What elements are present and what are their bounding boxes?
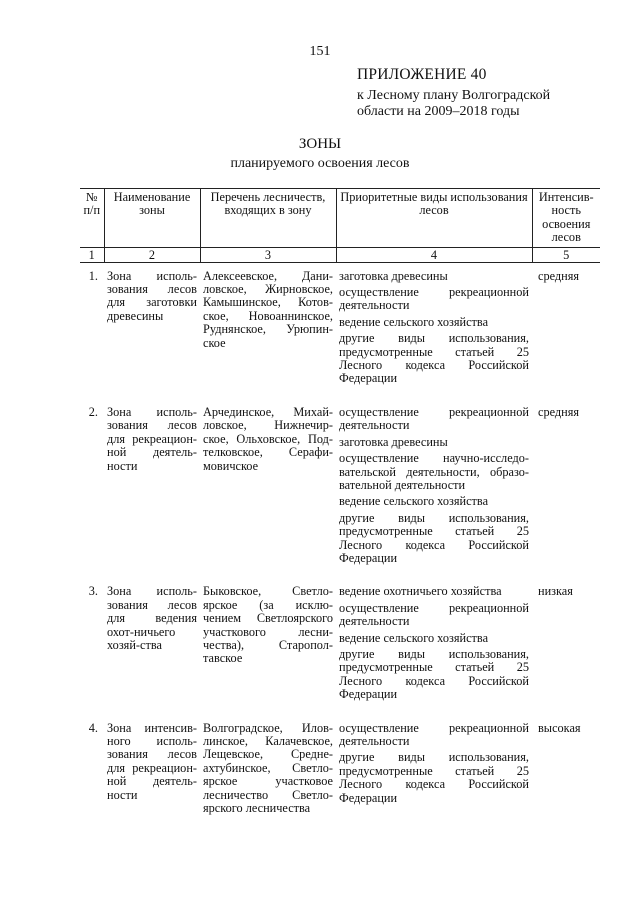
table-row xyxy=(80,585,600,701)
use-item: другие виды использования, предусмотренные статьей 25 Лесного кодекса Российской Федерации xyxy=(339,510,529,565)
use-item: осуществление рекреационной деятельности xyxy=(339,600,529,629)
uses-list xyxy=(336,406,532,565)
use-item: ведение охотничьего хозяйства xyxy=(339,584,502,599)
appendix-subtitle: к Лесному плану Волгоградской области на 2009–2018 годы xyxy=(357,88,551,119)
use-item: заготовка древесины xyxy=(339,268,448,283)
column-number: 5 xyxy=(532,247,600,262)
column-number: 3 xyxy=(200,247,336,262)
header-cell: Наименование зоны xyxy=(104,189,200,248)
forestries-list: Алексеевское, Дани-ловское, Жирновское, Камышинское, Котов-ское, Новоаннинское, Руднянское, Урюпин-ское xyxy=(203,268,333,350)
use-item: осуществление рекреационной деятельности xyxy=(339,720,529,748)
use-item: осуществление рекреационной деятельности xyxy=(339,404,529,433)
zone-name: Зона исполь-зования лесов для заготовки древесины xyxy=(107,268,197,323)
use-item: другие виды использования, предусмотренные статьей 25 Лесного кодекса Российской Федерации xyxy=(339,646,529,702)
page-number: 151 xyxy=(309,44,331,59)
use-item: ведение сельского хозяйства xyxy=(339,630,489,645)
column-number-row xyxy=(80,247,600,262)
intensity: средняя xyxy=(538,404,580,419)
use-item: ведение сельского хозяйства xyxy=(339,314,489,329)
row-number: 2. xyxy=(88,404,98,419)
use-item: осуществление научно-исследо-вательской деятельности, образо-вательной деятельности xyxy=(339,451,529,492)
table-row xyxy=(80,262,600,386)
table-row xyxy=(80,722,600,816)
document-title: ЗОНЫ xyxy=(298,136,342,152)
zones-table xyxy=(80,188,600,815)
table-row xyxy=(80,406,600,565)
document-subtitle: планируемого освоения лесов xyxy=(230,156,410,171)
table-header-row xyxy=(80,189,600,248)
row-number: 1. xyxy=(88,268,98,283)
header-cell: Перечень лесничеств, входящих в зону xyxy=(200,189,336,248)
use-item: ведение сельского хозяйства xyxy=(339,494,489,509)
forestries-list: Быковское, Светло-ярское (за исклю-чением Светлоярского участкового лесни-чества), Старопол-тавское xyxy=(203,584,333,666)
forestries-list: Арчединское, Михай-ловское, Нижнечир-ское, Ольховское, Под-телковское, Серафи-мовичское xyxy=(203,404,333,473)
intensity: средняя xyxy=(538,268,580,283)
appendix-title: ПРИЛОЖЕНИЕ 40 xyxy=(357,66,487,83)
header-cell: Приоритетные виды использования лесов xyxy=(336,189,532,248)
column-number: 1 xyxy=(80,247,104,262)
uses-list xyxy=(336,722,532,816)
row-number: 4. xyxy=(88,720,98,735)
column-number: 2 xyxy=(104,247,200,262)
use-item: осуществление рекреационной деятельности xyxy=(339,285,529,313)
uses-list xyxy=(336,262,532,386)
forestries-list: Волгоградское, Илов-линское, Калачевское, Лещевское, Средне-ахтубинское, Светло-ярское участковое лесничество Светло-ярского лесничества xyxy=(203,720,333,816)
zone-name: Зона исполь-зования лесов для рекреацион-ной деятель-ности xyxy=(107,404,197,473)
intensity: высокая xyxy=(538,720,581,735)
zone-name: Зона исполь-зования лесов для ведения охот-ничьего хозяй-ства xyxy=(107,584,197,652)
zone-name: Зона интенсив-ного исполь-зования лесов для рекреацион-ной деятель-ности xyxy=(107,720,197,802)
header-cell: № п/п xyxy=(80,189,104,248)
use-item: другие виды использования, предусмотренные статьей 25 Лесного кодекса Российской Федерации xyxy=(339,750,529,805)
uses-list xyxy=(336,585,532,701)
row-number: 3. xyxy=(88,584,98,599)
column-number: 4 xyxy=(336,247,532,262)
use-item: другие виды использования, предусмотренные статьей 25 Лесного кодекса Российской Федерации xyxy=(339,331,529,386)
use-item: заготовка древесины xyxy=(339,434,448,449)
header-cell: Интенсив-ность освоения лесов xyxy=(532,189,600,248)
intensity: низкая xyxy=(538,584,573,599)
